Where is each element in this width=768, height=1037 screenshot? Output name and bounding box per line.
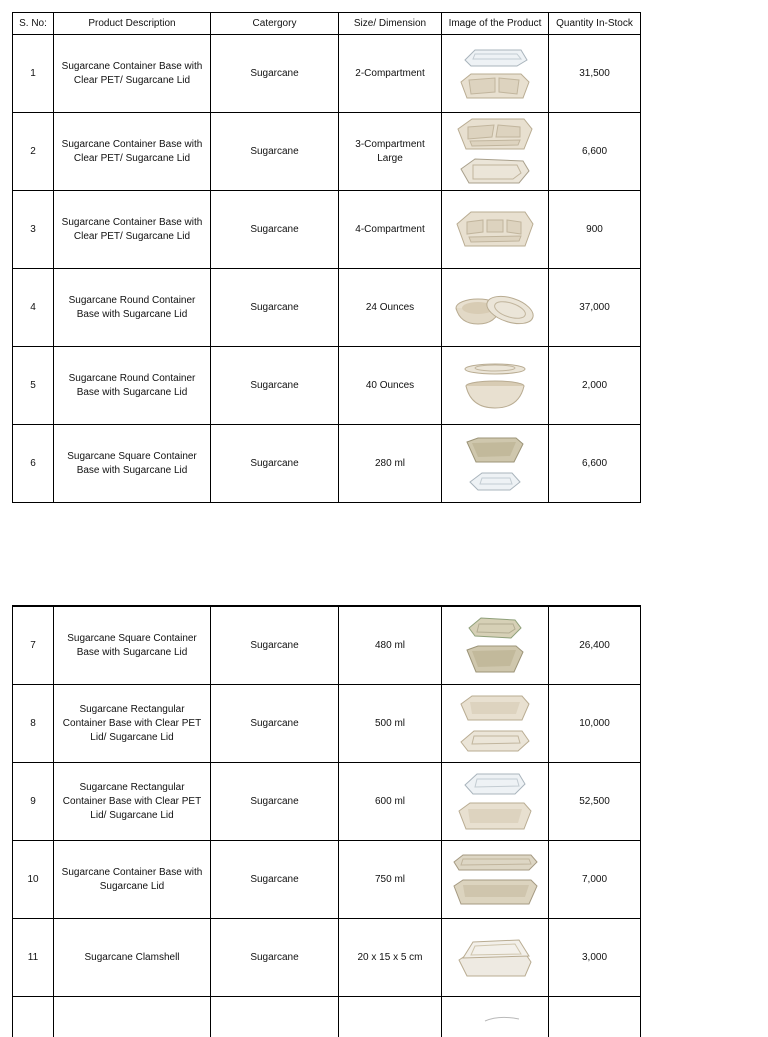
product-table-page-1 [12,12,641,503]
cell-description [54,997,211,1037]
cell-description: Sugarcane Container Base with Clear PET/ Sugarcane Lid [54,191,211,269]
table-header-row [13,13,641,35]
header-size: Size/ Dimension [339,13,442,35]
cell-sno: 11 [13,919,54,997]
cell-category: Sugarcane [211,191,339,269]
cell-description: Sugarcane Clamshell [54,919,211,997]
cell-sno: 1 [13,35,54,113]
cell-quantity: 26,400 [549,606,641,685]
cell-description: Sugarcane Container Base with Clear PET/ Sugarcane Lid [54,35,211,113]
cell-quantity: 37,000 [549,269,641,347]
table-row [13,606,641,685]
sugarcane-lid-icon [457,157,533,187]
cell-description: Sugarcane Rectangular Container Base with Clear PET Lid/ Sugarcane Lid [54,763,211,841]
table-row [13,685,641,763]
header-quantity: Quantity In-Stock [549,13,641,35]
rectangular-tray-icon [451,878,539,908]
cell-image [442,35,549,113]
cell-category: Sugarcane [211,685,339,763]
cell-description: Sugarcane Round Container Base with Sugarcane Lid [54,269,211,347]
cell-quantity: 10,000 [549,685,641,763]
cell-quantity: 900 [549,191,641,269]
four-compartment-tray-icon [453,210,537,250]
clamshell-icon [455,936,535,980]
cell-image [442,606,549,685]
cell-image [442,191,549,269]
cell-description: Sugarcane Container Base with Clear PET/ Sugarcane Lid [54,113,211,191]
cell-description: Sugarcane Round Container Base with Sugarcane Lid [54,347,211,425]
cell-category: Sugarcane [211,919,339,997]
round-lid-icon [462,362,528,376]
cell-category: Sugarcane [211,425,339,503]
cell-size: 600 ml [339,763,442,841]
cell-size: 4-Compartment [339,191,442,269]
two-compartment-tray-icon [457,72,533,102]
cell-image [442,269,549,347]
table-row [13,269,641,347]
square-lid-icon [465,616,525,640]
cell-category [211,997,339,1037]
cell-size: 280 ml [339,425,442,503]
header-image: Image of the Product [442,13,549,35]
clear-lid-icon [459,46,531,68]
cell-size: 20 x 15 x 5 cm [339,919,442,997]
cell-description: Sugarcane Rectangular Container Base with Clear PET Lid/ Sugarcane Lid [54,685,211,763]
cell-description: Sugarcane Square Container Base with Sugarcane Lid [54,425,211,503]
product-table-page-2 [12,605,641,1037]
rectangular-tray-icon [458,694,532,724]
cell-sno [13,997,54,1037]
table-row [13,425,641,503]
table-row [13,347,641,425]
cell-quantity: 52,500 [549,763,641,841]
cell-size: 40 Ounces [339,347,442,425]
cell-size: 750 ml [339,841,442,919]
flat-lid-icon [451,852,539,874]
table-row [13,841,641,919]
cell-sno: 6 [13,425,54,503]
cell-quantity: 31,500 [549,35,641,113]
cell-image [442,997,549,1037]
cell-image [442,919,549,997]
table-row-partial [13,997,641,1037]
cell-quantity: 2,000 [549,347,641,425]
clear-square-lid-icon [466,470,524,492]
square-bowl-icon [464,436,526,466]
cell-category: Sugarcane [211,269,339,347]
cell-size: 500 ml [339,685,442,763]
cell-sno: 4 [13,269,54,347]
cell-sno: 10 [13,841,54,919]
cell-category: Sugarcane [211,113,339,191]
cell-size: 24 Ounces [339,269,442,347]
cell-image [442,763,549,841]
cell-sno: 3 [13,191,54,269]
cell-sno: 8 [13,685,54,763]
table-row [13,763,641,841]
cell-category: Sugarcane [211,606,339,685]
cell-quantity: 6,600 [549,113,641,191]
header-category: Catergory [211,13,339,35]
table-row [13,35,641,113]
cell-category: Sugarcane [211,763,339,841]
cell-quantity: 6,600 [549,425,641,503]
cell-size [339,997,442,1037]
cell-sno: 5 [13,347,54,425]
cell-quantity: 7,000 [549,841,641,919]
cell-quantity: 3,000 [549,919,641,997]
round-bowl-icon [463,380,527,410]
cell-sno: 9 [13,763,54,841]
cell-image [442,347,549,425]
cell-image [442,113,549,191]
cell-description: Sugarcane Square Container Base with Sugarcane Lid [54,606,211,685]
cell-category: Sugarcane [211,841,339,919]
square-bowl-icon [464,644,526,676]
cell-sno: 7 [13,606,54,685]
cell-image [442,841,549,919]
cell-category: Sugarcane [211,35,339,113]
cell-size: 2-Compartment [339,35,442,113]
cell-size: 3-Compartment Large [339,113,442,191]
cell-image [442,425,549,503]
table-row [13,113,641,191]
cell-category: Sugarcane [211,347,339,425]
cell-size: 480 ml [339,606,442,685]
table-row [13,191,641,269]
header-description: Product Description [54,13,211,35]
cell-sno: 2 [13,113,54,191]
cell-image [442,685,549,763]
header-sno: S. No: [13,13,54,35]
clear-rectangular-lid-icon [461,771,529,797]
product-image-cropped-icon [455,997,535,1037]
cell-quantity [549,997,641,1037]
rectangular-lid-icon [458,728,532,754]
rectangular-tray-icon [456,801,534,833]
three-compartment-tray-icon [454,117,536,153]
round-bowl-with-lid-icon [452,286,538,330]
cell-description: Sugarcane Container Base with Sugarcane Lid [54,841,211,919]
table-row [13,919,641,997]
